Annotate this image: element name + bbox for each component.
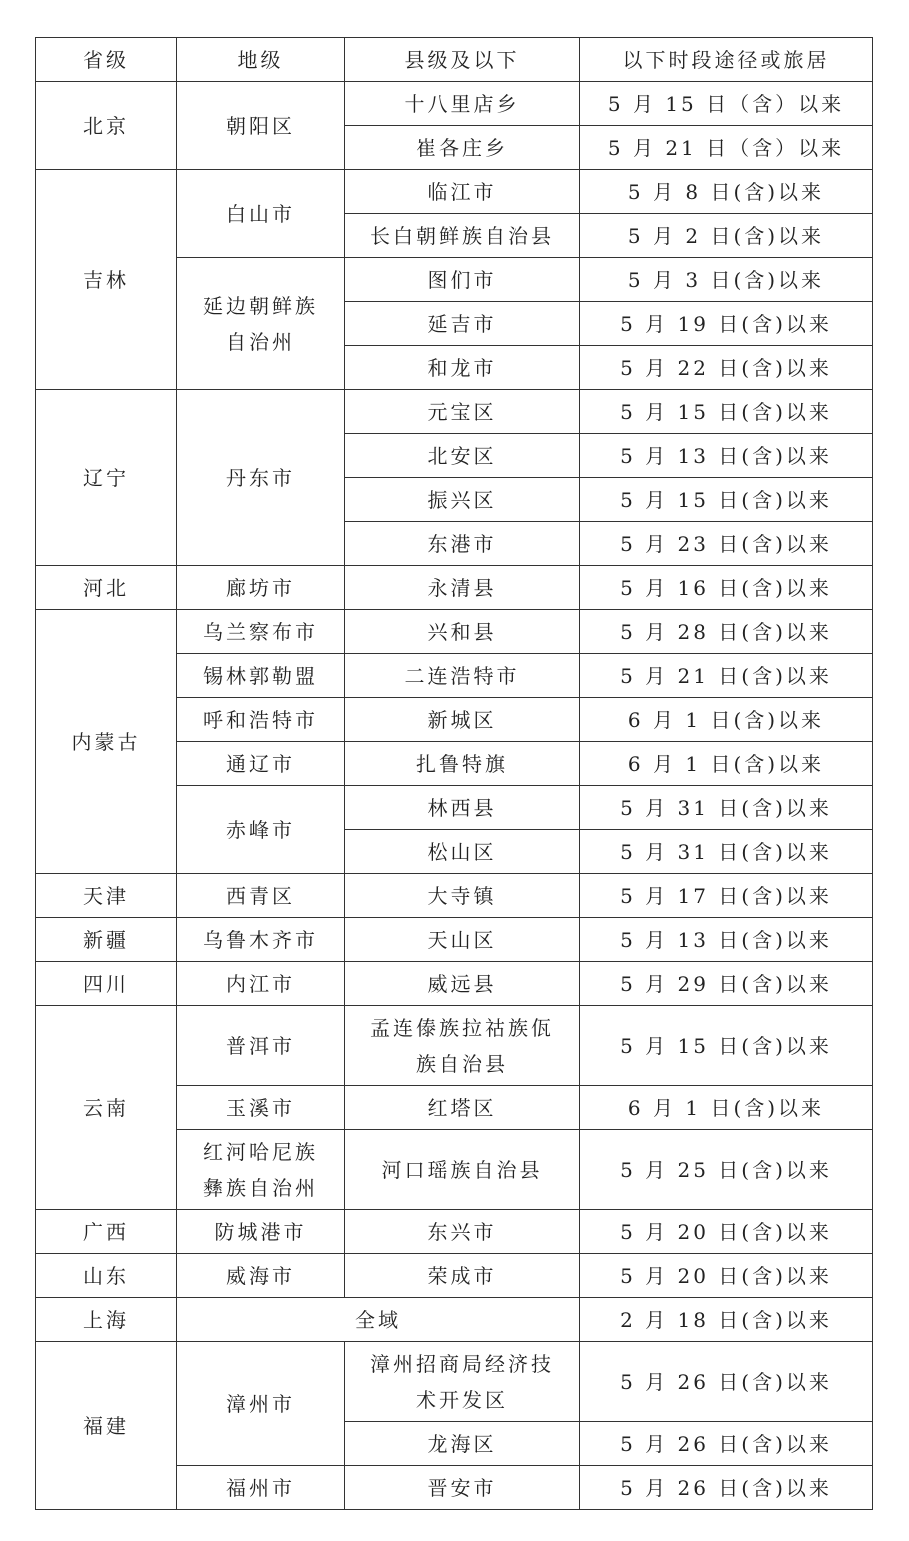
- county-cell: 松山区: [345, 830, 580, 874]
- county-cell: 东兴市: [345, 1210, 580, 1254]
- table-row: [36, 1006, 873, 1086]
- period-cell: 5 月 20 日(含)以来: [580, 1210, 873, 1254]
- period-cell: 5 月 22 日(含)以来: [580, 346, 873, 390]
- header-city: 地级: [177, 38, 345, 82]
- period-cell: 6 月 1 日(含)以来: [580, 742, 873, 786]
- province-cell: 天津: [36, 874, 177, 918]
- header-province: 省级: [36, 38, 177, 82]
- table-row: [36, 1210, 873, 1254]
- province-cell: 广西: [36, 1210, 177, 1254]
- province-cell: 新疆: [36, 918, 177, 962]
- period-cell: 5 月 31 日(含)以来: [580, 830, 873, 874]
- period-cell: 5 月 16 日(含)以来: [580, 566, 873, 610]
- city-cell: 呼和浩特市: [177, 698, 345, 742]
- county-cell: 和龙市: [345, 346, 580, 390]
- period-cell: 5 月 19 日(含)以来: [580, 302, 873, 346]
- city-cell: 西青区: [177, 874, 345, 918]
- period-cell: 5 月 8 日(含)以来: [580, 170, 873, 214]
- province-cell: 内蒙古: [36, 610, 177, 874]
- city-cell: 普洱市: [177, 1006, 345, 1086]
- table-row: [36, 1254, 873, 1298]
- city-cell: 赤峰市: [177, 786, 345, 874]
- period-cell: 5 月 26 日(含)以来: [580, 1342, 873, 1422]
- period-cell: 5 月 13 日(含)以来: [580, 918, 873, 962]
- city-cell: 延边朝鲜族自治州: [177, 258, 345, 390]
- risk-area-table: [35, 37, 873, 1510]
- county-cell: 天山区: [345, 918, 580, 962]
- county-cell: 孟连傣族拉祜族佤族自治县: [345, 1006, 580, 1086]
- province-cell: 北京: [36, 82, 177, 170]
- period-cell: 5 月 31 日(含)以来: [580, 786, 873, 830]
- period-cell: 5 月 29 日(含)以来: [580, 962, 873, 1006]
- period-cell: 5 月 15 日（含）以来: [580, 82, 873, 126]
- header-county: 县级及以下: [345, 38, 580, 82]
- province-cell: 吉林: [36, 170, 177, 390]
- county-cell: 河口瑶族自治县: [345, 1130, 580, 1210]
- table-row: [36, 962, 873, 1006]
- province-cell: 四川: [36, 962, 177, 1006]
- county-cell: 东港市: [345, 522, 580, 566]
- city-cell: 丹东市: [177, 390, 345, 566]
- period-cell: 5 月 21 日（含）以来: [580, 126, 873, 170]
- city-cell: 内江市: [177, 962, 345, 1006]
- city-cell: 福州市: [177, 1466, 345, 1510]
- county-cell: 林西县: [345, 786, 580, 830]
- province-cell: 上海: [36, 1298, 177, 1342]
- period-cell: 5 月 26 日(含)以来: [580, 1422, 873, 1466]
- province-cell: 云南: [36, 1006, 177, 1210]
- county-cell: 北安区: [345, 434, 580, 478]
- period-cell: 5 月 15 日(含)以来: [580, 478, 873, 522]
- city-cell: 防城港市: [177, 1210, 345, 1254]
- county-cell: 兴和县: [345, 610, 580, 654]
- county-cell: 荣成市: [345, 1254, 580, 1298]
- table-wrapper: [35, 37, 873, 1510]
- period-cell: 5 月 26 日(含)以来: [580, 1466, 873, 1510]
- province-cell: 河北: [36, 566, 177, 610]
- city-cell: 廊坊市: [177, 566, 345, 610]
- period-cell: 5 月 13 日(含)以来: [580, 434, 873, 478]
- period-cell: 5 月 2 日(含)以来: [580, 214, 873, 258]
- county-cell: 红塔区: [345, 1086, 580, 1130]
- province-cell: 辽宁: [36, 390, 177, 566]
- county-cell: 振兴区: [345, 478, 580, 522]
- header-period: 以下时段途径或旅居: [580, 38, 873, 82]
- period-cell: 5 月 21 日(含)以来: [580, 654, 873, 698]
- city-cell: 锡林郭勒盟: [177, 654, 345, 698]
- period-cell: 5 月 23 日(含)以来: [580, 522, 873, 566]
- period-cell: 5 月 15 日(含)以来: [580, 1006, 873, 1086]
- county-cell: 龙海区: [345, 1422, 580, 1466]
- period-cell: 6 月 1 日(含)以来: [580, 698, 873, 742]
- period-cell: 5 月 3 日(含)以来: [580, 258, 873, 302]
- table-header-row: [36, 38, 873, 82]
- county-cell: 威远县: [345, 962, 580, 1006]
- period-cell: 2 月 18 日(含)以来: [580, 1298, 873, 1342]
- city-cell: 乌鲁木齐市: [177, 918, 345, 962]
- county-cell: 延吉市: [345, 302, 580, 346]
- city-cell: 红河哈尼族彝族自治州: [177, 1130, 345, 1210]
- table-row: [36, 610, 873, 654]
- city-cell: 乌兰察布市: [177, 610, 345, 654]
- table-row: [36, 390, 873, 434]
- table-row: [36, 918, 873, 962]
- county-cell: 扎鲁特旗: [345, 742, 580, 786]
- period-cell: 5 月 28 日(含)以来: [580, 610, 873, 654]
- county-cell: 临江市: [345, 170, 580, 214]
- province-cell: 山东: [36, 1254, 177, 1298]
- city-cell: 白山市: [177, 170, 345, 258]
- table-row: [36, 1342, 873, 1422]
- table-row: [36, 1298, 873, 1342]
- county-cell: 崔各庄乡: [345, 126, 580, 170]
- county-cell: 长白朝鲜族自治县: [345, 214, 580, 258]
- table-row: [36, 874, 873, 918]
- city-cell: 通辽市: [177, 742, 345, 786]
- table-row: [36, 566, 873, 610]
- city-cell: 威海市: [177, 1254, 345, 1298]
- county-cell: 晋安市: [345, 1466, 580, 1510]
- city-cell: 玉溪市: [177, 1086, 345, 1130]
- table-row: [36, 82, 873, 126]
- period-cell: 6 月 1 日(含)以来: [580, 1086, 873, 1130]
- city-cell: 全域: [177, 1298, 580, 1342]
- period-cell: 5 月 25 日(含)以来: [580, 1130, 873, 1210]
- city-cell: 朝阳区: [177, 82, 345, 170]
- county-cell: 十八里店乡: [345, 82, 580, 126]
- table-row: [36, 170, 873, 214]
- county-cell: 漳州招商局经济技术开发区: [345, 1342, 580, 1422]
- city-cell: 漳州市: [177, 1342, 345, 1466]
- period-cell: 5 月 20 日(含)以来: [580, 1254, 873, 1298]
- county-cell: 大寺镇: [345, 874, 580, 918]
- province-cell: 福建: [36, 1342, 177, 1510]
- county-cell: 新城区: [345, 698, 580, 742]
- county-cell: 元宝区: [345, 390, 580, 434]
- county-cell: 永清县: [345, 566, 580, 610]
- period-cell: 5 月 17 日(含)以来: [580, 874, 873, 918]
- period-cell: 5 月 15 日(含)以来: [580, 390, 873, 434]
- county-cell: 二连浩特市: [345, 654, 580, 698]
- county-cell: 图们市: [345, 258, 580, 302]
